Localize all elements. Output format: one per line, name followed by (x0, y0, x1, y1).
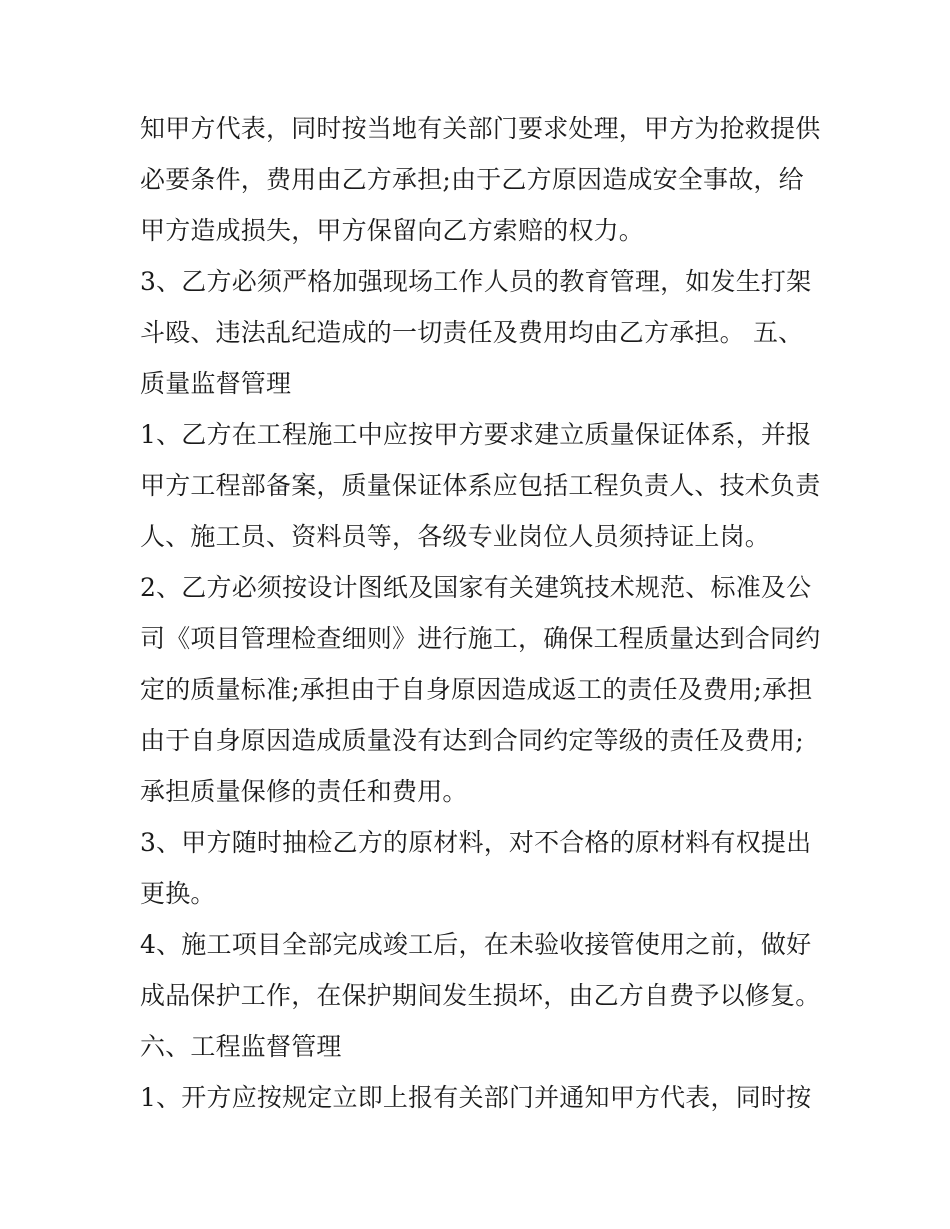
text-line: 由于自身原因造成质量没有达到合同约定等级的责任及费用; (140, 726, 804, 755)
text-line: 3、乙方必须严格加强现场工作人员的教育管理，如发生打架 (140, 267, 812, 296)
text-line: 司《项目管理检查细则》进行施工，确保工程质量达到合同约 (140, 624, 821, 653)
text-line: 甲方造成损失，甲方保留向乙方索赔的权力。 (140, 216, 645, 245)
section-heading: 质量监督管理 (140, 369, 292, 398)
text-line: 1、开方应按规定立即上报有关部门并通知甲方代表，同时按 (140, 1083, 812, 1112)
text-line: 必要条件，费用由乙方承担;由于乙方原因造成安全事故，给 (140, 165, 804, 194)
text-line: 成品保护工作，在保护期间发生损坏，由乙方自费予以修复。 (140, 981, 821, 1010)
text-line: 3、甲方随时抽检乙方的原材料，对不合格的原材料有权提出 (140, 828, 812, 857)
text-line: 定的质量标准;承担由于自身原因造成返工的责任及费用;承担 (140, 675, 813, 704)
text-line: 更换。 (140, 879, 216, 908)
text-line: 甲方工程部备案，质量保证体系应包括工程负责人、技术负责 (140, 471, 821, 500)
text-line: 人、施工员、资料员等，各级专业岗位人员须持证上岗。 (140, 522, 771, 551)
text-line: 1、乙方在工程施工中应按甲方要求建立质量保证体系，并报 (140, 420, 812, 449)
text-line: 知甲方代表，同时按当地有关部门要求处理，甲方为抢救提供 (140, 114, 821, 143)
text-line: 承担质量保修的责任和费用。 (140, 777, 468, 806)
section-heading: 六、工程监督管理 (140, 1032, 342, 1061)
text-line: 2、乙方必须按设计图纸及国家有关建筑技术规范、标准及公 (140, 573, 812, 602)
text-line: 斗殴、违法乱纪造成的一切责任及费用均由乙方承担。 五、 (140, 318, 804, 347)
text-line: 4、施工项目全部完成竣工后，在未验收接管使用之前，做好 (140, 930, 812, 959)
